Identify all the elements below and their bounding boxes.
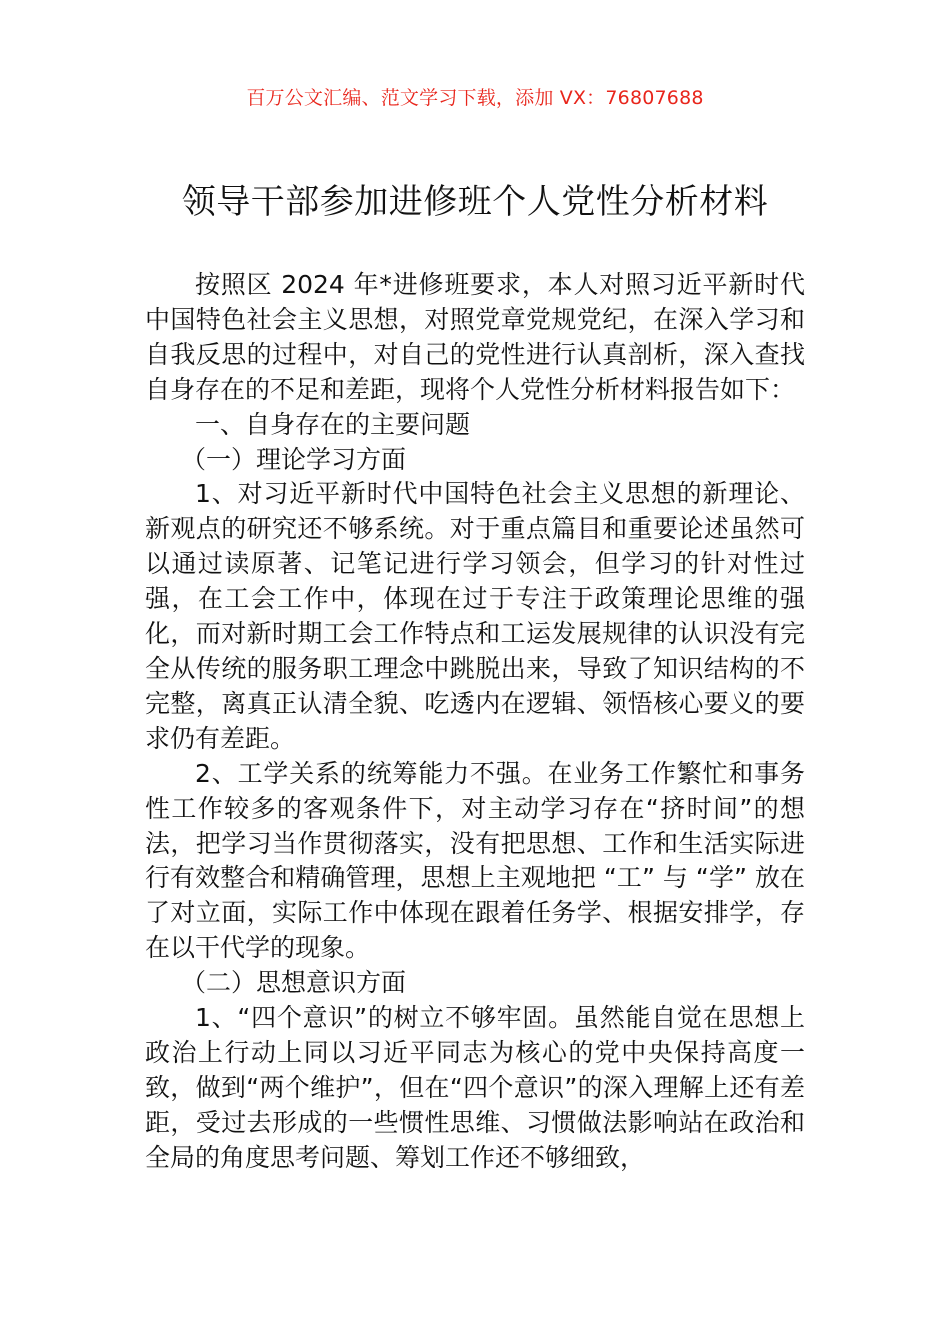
section-heading: 一、自身存在的主要问题	[195, 409, 471, 439]
body-paragraph: 1、“四个意识”的树立不够牢固。虽然能自觉在思想上政治上行动上同以习近平同志为核心的党中央保持高度一致，做到“两个维护”，但在“四个意识”的深入理解上还有差距，受过去形成的一些惯性思维、习惯做法影响站在政治和全局的角度思考问题、筹划工作还不够细致，	[145, 1003, 805, 1172]
document-title: 领导干部参加进修班个人党性分析材料	[181, 182, 769, 222]
header-note: 百万公文汇编、范文学习下载，添加 VX：76807688	[246, 87, 704, 109]
body-paragraph: 1、对习近平新时代中国特色社会主义思想的新理论、新观点的研究还不够系统。对于重点篇目和重要论述虽然可以通过读原著、记笔记进行学习领会，但学习的针对性过强，在工会工作中，体现在过于专注于政策理论思维的强化，而对新时期工会工作特点和工运发展规律的认识没有完全从传统的服务职工理念中跳脱出来，导致了知识结构的不完整，离真正认清全貌、吃透内在逻辑、领悟核心要义的要求仍有差距。	[145, 479, 805, 753]
document-body	[145, 268, 805, 1176]
body-paragraph: 2、工学关系的统筹能力不强。在业务工作繁忙和事务性工作较多的客观条件下，对主动学习存在“挤时间”的想法，把学习当作贯彻落实，没有把思想、工作和生活实际进行有效整合和精确管理，思想上主观地把 “工” 与 “学” 放在了对立面，实际工作中体现在跟着任务学、根据安排学，存在以干代学的现象。	[145, 758, 805, 963]
subsection-heading: （二）思想意识方面	[181, 968, 407, 998]
subsection-heading: （一）理论学习方面	[181, 444, 407, 474]
intro-paragraph: 按照区 2024 年*进修班要求，本人对照习近平新时代中国特色社会主义思想，对照党章党规党纪，在深入学习和自我反思的过程中，对自己的党性进行认真剖析，深入查找自身存在的不足和差距，现将个人党性分析材料报告如下：	[145, 270, 805, 404]
